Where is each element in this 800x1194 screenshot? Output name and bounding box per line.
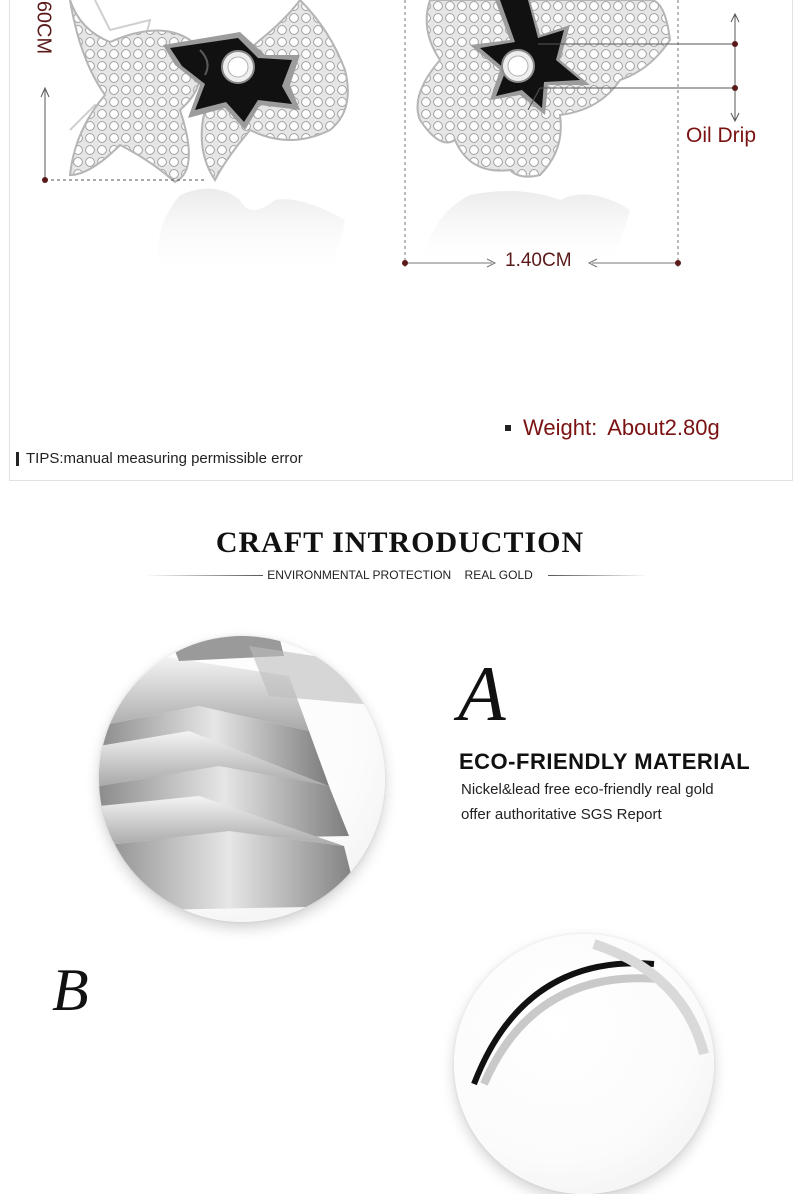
left-earring-reflection — [158, 189, 346, 280]
feature-letter-a: A — [458, 650, 506, 737]
feature-title-eco: ECO-FRIENDLY MATERIAL — [459, 749, 751, 774]
left-earring — [70, 0, 348, 182]
feature-letter-b: B — [52, 957, 89, 1023]
subtitle-environmental: ENVIRONMENTAL PROTECTION — [267, 568, 452, 582]
tips-text: TIPS:manual measuring permissible error — [26, 450, 303, 467]
ring-image — [454, 934, 714, 1194]
width-label: 1.40CM — [505, 250, 572, 271]
height-label-wrap — [28, 0, 58, 64]
bullet-square — [505, 425, 511, 431]
oil-drip-label: Oil Drip — [686, 124, 757, 147]
weight-value: About2.80g — [607, 415, 720, 440]
weight-label: Weight: — [523, 415, 598, 440]
silver-ingots-image — [99, 636, 385, 922]
subtitle-real-gold: REAL GOLD — [464, 568, 533, 582]
craft-title: CRAFT INTRODUCTION — [215, 526, 585, 559]
weight-row — [505, 415, 720, 441]
tips-bar-icon — [16, 452, 19, 466]
tips-row — [16, 450, 303, 467]
feature-line-2: offer authoritative SGS Report — [461, 806, 662, 823]
feature-line-1: Nickel&lead free eco-friendly real gold — [461, 781, 714, 798]
craft-subtitle — [0, 568, 800, 582]
earring-dimension-illustration — [0, 0, 800, 480]
ring-illustration — [454, 934, 714, 1194]
height-label: 60CM — [32, 0, 55, 55]
silver-ingots-illustration — [99, 636, 385, 922]
